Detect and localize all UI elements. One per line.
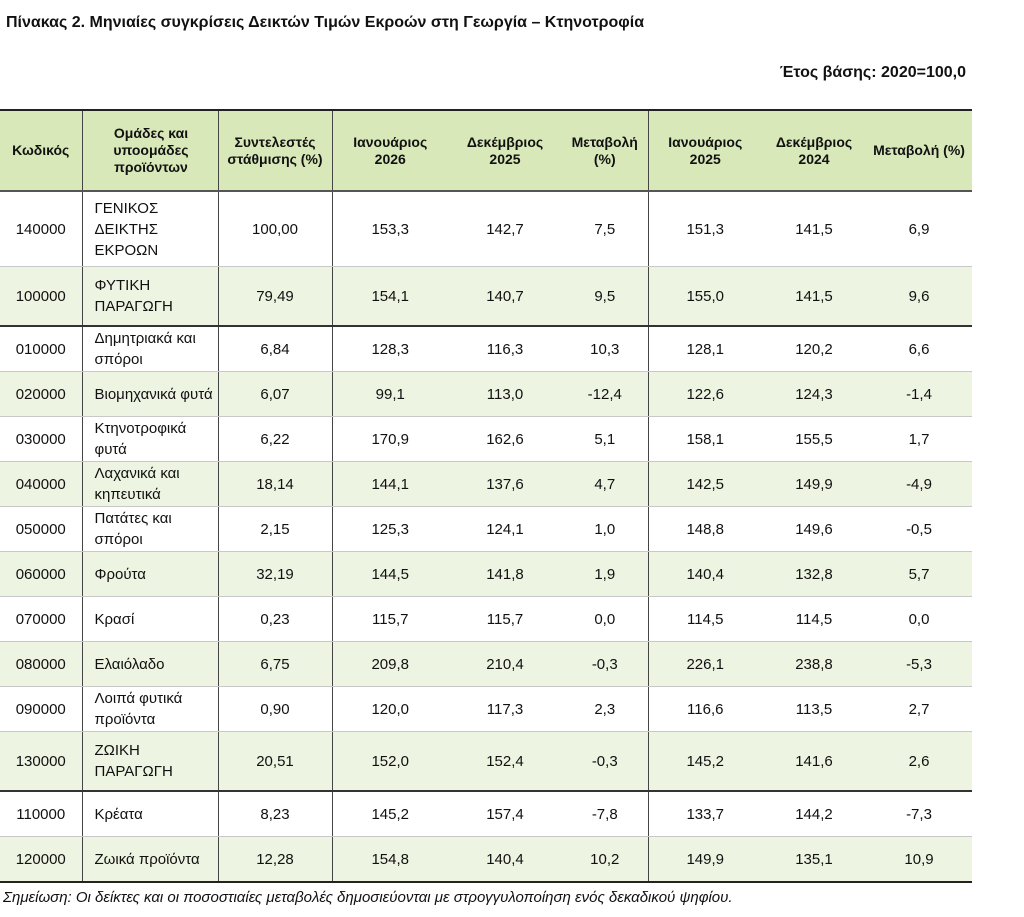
cell-name: ΖΩΙΚΗ ΠΑΡΑΓΩΓΗ xyxy=(82,732,218,792)
cell-change2: -4,9 xyxy=(866,462,972,507)
cell-code: 130000 xyxy=(0,732,82,792)
cell-dec2024: 135,1 xyxy=(762,837,866,883)
cell-code: 020000 xyxy=(0,372,82,417)
cell-change2: -5,3 xyxy=(866,642,972,687)
cell-dec2024: 124,3 xyxy=(762,372,866,417)
cell-dec2025: 141,8 xyxy=(448,552,562,597)
table-row xyxy=(0,732,972,792)
cell-jan2025: 155,0 xyxy=(648,267,762,327)
cell-name: Φρούτα xyxy=(82,552,218,597)
table-row xyxy=(0,642,972,687)
cell-jan2026: 209,8 xyxy=(332,642,448,687)
cell-dec2025: 140,4 xyxy=(448,837,562,883)
cell-change1: 1,9 xyxy=(562,552,648,597)
cell-dec2025: 124,1 xyxy=(448,507,562,552)
cell-code: 010000 xyxy=(0,326,82,372)
cell-change2: -0,5 xyxy=(866,507,972,552)
cell-change1: 0,0 xyxy=(562,597,648,642)
price-index-table xyxy=(0,109,972,883)
table-row xyxy=(0,372,972,417)
cell-dec2025: 152,4 xyxy=(448,732,562,792)
cell-weight: 2,15 xyxy=(218,507,332,552)
cell-jan2026: 144,1 xyxy=(332,462,448,507)
cell-jan2026: 128,3 xyxy=(332,326,448,372)
cell-code: 040000 xyxy=(0,462,82,507)
cell-jan2026: 99,1 xyxy=(332,372,448,417)
cell-jan2026: 144,5 xyxy=(332,552,448,597)
cell-weight: 6,07 xyxy=(218,372,332,417)
cell-weight: 6,22 xyxy=(218,417,332,462)
cell-dec2025: 157,4 xyxy=(448,791,562,837)
header-dec2024: Δεκέμβριος 2024 xyxy=(762,110,866,191)
table-row xyxy=(0,597,972,642)
cell-dec2024: 141,5 xyxy=(762,267,866,327)
cell-jan2025: 140,4 xyxy=(648,552,762,597)
cell-weight: 100,00 xyxy=(218,191,332,267)
cell-jan2026: 153,3 xyxy=(332,191,448,267)
cell-weight: 20,51 xyxy=(218,732,332,792)
header-change1: Μεταβολή (%) xyxy=(562,110,648,191)
table-row xyxy=(0,462,972,507)
cell-code: 060000 xyxy=(0,552,82,597)
cell-dec2024: 141,5 xyxy=(762,191,866,267)
cell-weight: 8,23 xyxy=(218,791,332,837)
cell-change1: 7,5 xyxy=(562,191,648,267)
cell-change2: 6,6 xyxy=(866,326,972,372)
cell-change2: 6,9 xyxy=(866,191,972,267)
cell-jan2025: 226,1 xyxy=(648,642,762,687)
cell-dec2024: 155,5 xyxy=(762,417,866,462)
cell-jan2026: 154,1 xyxy=(332,267,448,327)
cell-weight: 0,90 xyxy=(218,687,332,732)
header-code: Κωδικός xyxy=(0,110,82,191)
cell-code: 090000 xyxy=(0,687,82,732)
header-change2: Μεταβολή (%) xyxy=(866,110,972,191)
table-row xyxy=(0,837,972,883)
cell-code: 110000 xyxy=(0,791,82,837)
cell-jan2026: 154,8 xyxy=(332,837,448,883)
table-row xyxy=(0,791,972,837)
cell-code: 050000 xyxy=(0,507,82,552)
cell-dec2025: 142,7 xyxy=(448,191,562,267)
cell-dec2025: 115,7 xyxy=(448,597,562,642)
cell-name: Λαχανικά και κηπευτικά xyxy=(82,462,218,507)
table-row xyxy=(0,267,972,327)
cell-jan2025: 116,6 xyxy=(648,687,762,732)
cell-weight: 18,14 xyxy=(218,462,332,507)
cell-code: 080000 xyxy=(0,642,82,687)
footnote: Σημείωση: Οι δείκτες και οι ποσοστιαίες μεταβολές δημοσιεύονται με στρογγυλοποίηση ενός δεκαδικού ψηφίου. xyxy=(3,889,733,906)
cell-dec2024: 149,6 xyxy=(762,507,866,552)
cell-weight: 32,19 xyxy=(218,552,332,597)
cell-dec2024: 238,8 xyxy=(762,642,866,687)
cell-weight: 6,75 xyxy=(218,642,332,687)
cell-code: 100000 xyxy=(0,267,82,327)
cell-jan2025: 114,5 xyxy=(648,597,762,642)
cell-code: 070000 xyxy=(0,597,82,642)
cell-jan2025: 142,5 xyxy=(648,462,762,507)
cell-change2: -7,3 xyxy=(866,791,972,837)
header-jan2026: Ιανουάριος 2026 xyxy=(332,110,448,191)
cell-change1: 9,5 xyxy=(562,267,648,327)
cell-dec2024: 120,2 xyxy=(762,326,866,372)
table-row xyxy=(0,326,972,372)
cell-jan2026: 125,3 xyxy=(332,507,448,552)
cell-jan2025: 122,6 xyxy=(648,372,762,417)
cell-code: 030000 xyxy=(0,417,82,462)
cell-dec2025: 137,6 xyxy=(448,462,562,507)
cell-name: ΦΥΤΙΚΗ ΠΑΡΑΓΩΓΗ xyxy=(82,267,218,327)
cell-name: Δημητριακά και σπόροι xyxy=(82,326,218,372)
cell-change1: -0,3 xyxy=(562,642,648,687)
cell-change1: -7,8 xyxy=(562,791,648,837)
cell-name: Κτηνοτροφικά φυτά xyxy=(82,417,218,462)
cell-change1: -0,3 xyxy=(562,732,648,792)
cell-jan2026: 170,9 xyxy=(332,417,448,462)
cell-jan2026: 120,0 xyxy=(332,687,448,732)
cell-change2: -1,4 xyxy=(866,372,972,417)
cell-jan2025: 145,2 xyxy=(648,732,762,792)
cell-weight: 0,23 xyxy=(218,597,332,642)
table-row xyxy=(0,552,972,597)
cell-jan2026: 152,0 xyxy=(332,732,448,792)
cell-jan2025: 151,3 xyxy=(648,191,762,267)
cell-code: 140000 xyxy=(0,191,82,267)
cell-name: Λοιπά φυτικά προϊόντα xyxy=(82,687,218,732)
cell-change1: 1,0 xyxy=(562,507,648,552)
cell-name: Βιομηχανικά φυτά xyxy=(82,372,218,417)
cell-code: 120000 xyxy=(0,837,82,883)
cell-weight: 12,28 xyxy=(218,837,332,883)
cell-dec2024: 141,6 xyxy=(762,732,866,792)
header-row xyxy=(0,110,972,191)
cell-jan2026: 115,7 xyxy=(332,597,448,642)
cell-change1: 2,3 xyxy=(562,687,648,732)
cell-change2: 10,9 xyxy=(866,837,972,883)
cell-jan2025: 128,1 xyxy=(648,326,762,372)
cell-dec2025: 162,6 xyxy=(448,417,562,462)
cell-jan2025: 149,9 xyxy=(648,837,762,883)
cell-dec2024: 114,5 xyxy=(762,597,866,642)
cell-jan2026: 145,2 xyxy=(332,791,448,837)
cell-change1: 4,7 xyxy=(562,462,648,507)
table-title: Πίνακας 2. Μηνιαίες συγκρίσεις Δεικτών Τιμών Εκροών στη Γεωργία – Κτηνοτροφία xyxy=(6,14,645,31)
cell-dec2025: 117,3 xyxy=(448,687,562,732)
cell-change1: 10,3 xyxy=(562,326,648,372)
cell-change2: 0,0 xyxy=(866,597,972,642)
cell-change2: 1,7 xyxy=(866,417,972,462)
cell-name: Κρέατα xyxy=(82,791,218,837)
cell-jan2025: 158,1 xyxy=(648,417,762,462)
cell-dec2025: 140,7 xyxy=(448,267,562,327)
cell-dec2025: 210,4 xyxy=(448,642,562,687)
cell-name: Πατάτες και σπόροι xyxy=(82,507,218,552)
table-row xyxy=(0,417,972,462)
cell-jan2025: 148,8 xyxy=(648,507,762,552)
cell-change2: 9,6 xyxy=(866,267,972,327)
header-jan2025: Ιανουάριος 2025 xyxy=(648,110,762,191)
cell-weight: 79,49 xyxy=(218,267,332,327)
cell-change1: 5,1 xyxy=(562,417,648,462)
cell-change1: -12,4 xyxy=(562,372,648,417)
cell-change2: 5,7 xyxy=(866,552,972,597)
cell-dec2024: 144,2 xyxy=(762,791,866,837)
cell-dec2025: 113,0 xyxy=(448,372,562,417)
cell-dec2024: 113,5 xyxy=(762,687,866,732)
table-row xyxy=(0,191,972,267)
header-groups: Ομάδες και υποομάδες προϊόντων xyxy=(82,110,218,191)
table-row xyxy=(0,687,972,732)
cell-name: Ζωικά προϊόντα xyxy=(82,837,218,883)
cell-name: Κρασί xyxy=(82,597,218,642)
cell-change1: 10,2 xyxy=(562,837,648,883)
header-weights: Συντελεστές στάθμισης (%) xyxy=(218,110,332,191)
cell-name: Ελαιόλαδο xyxy=(82,642,218,687)
table-row xyxy=(0,507,972,552)
cell-jan2025: 133,7 xyxy=(648,791,762,837)
cell-dec2024: 149,9 xyxy=(762,462,866,507)
cell-dec2024: 132,8 xyxy=(762,552,866,597)
cell-change2: 2,7 xyxy=(866,687,972,732)
header-dec2025: Δεκέμβριος 2025 xyxy=(448,110,562,191)
cell-dec2025: 116,3 xyxy=(448,326,562,372)
cell-name: ΓΕΝΙΚΟΣ ΔΕΙΚΤΗΣ ΕΚΡΟΩΝ xyxy=(82,191,218,267)
cell-change2: 2,6 xyxy=(866,732,972,792)
base-year-label: Έτος βάσης: 2020=100,0 xyxy=(779,64,966,81)
cell-weight: 6,84 xyxy=(218,326,332,372)
